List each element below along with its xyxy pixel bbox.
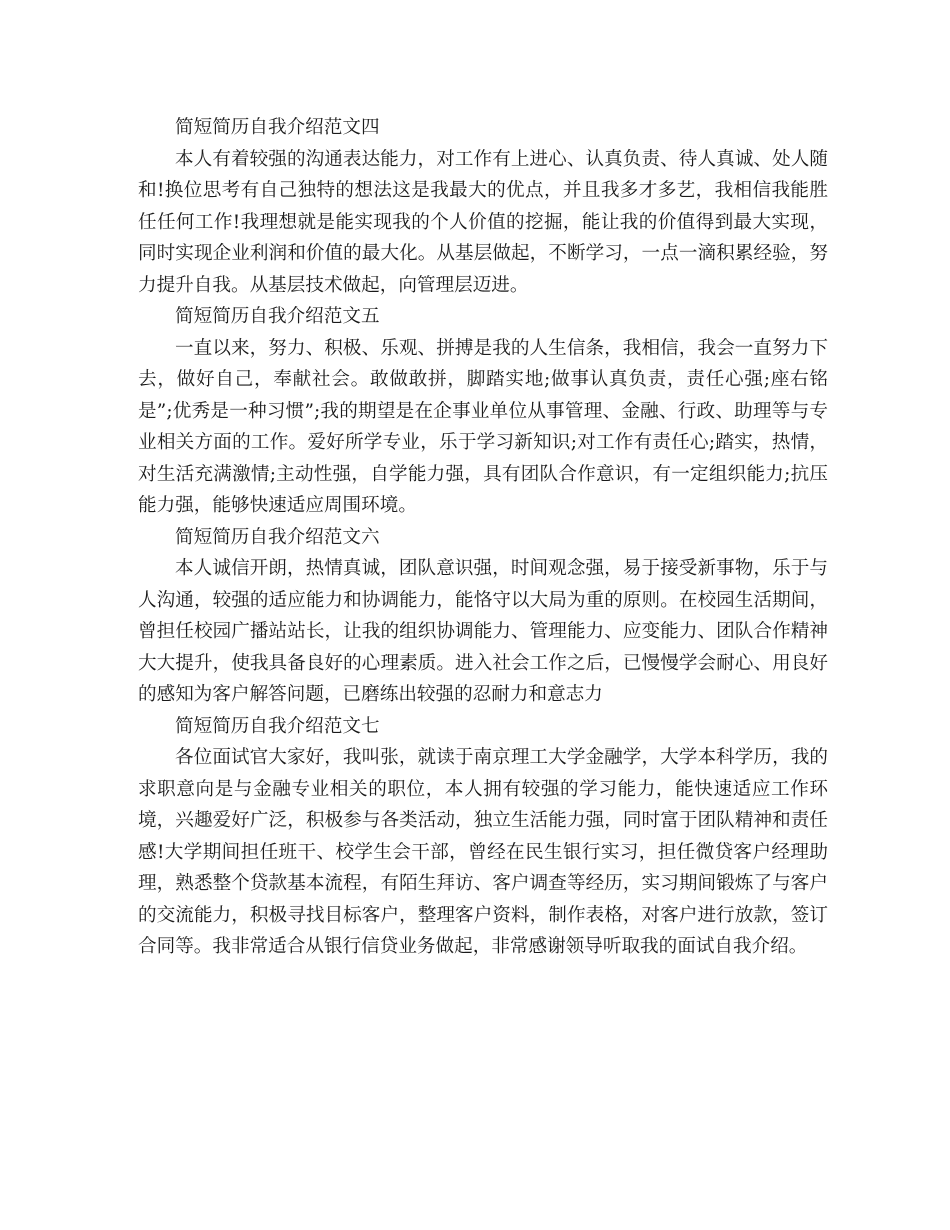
- section-heading: 简短简历自我介绍范文五: [175, 306, 380, 327]
- section-paragraph: 各位面试官大家好，我叫张，就读于南京理工大学金融学，大学本科学历，我的求职意向是与金融专业相关的职位，本人拥有较强的学习能力，能快速适应工作环境，兴趣爱好广泛，积极参与各类活动，独立生活能力强，同时富于团队精神和责任感!大学期间担任班干、校学生会干部，曾经在民生银行实习，担任微贷客户经理助理，熟悉整个贷款基本流程，有陌生拜访、客户调查等经历，实习期间锻炼了与客户的交流能力，积极寻找目标客户，整理客户资料，制作表格，对客户进行放款，签订合同等。我非常适合从银行信贷业务做起，非常感谢领导听取我的面试自我介绍。: [138, 747, 828, 957]
- section-6: [138, 522, 828, 711]
- section-5: [138, 301, 828, 522]
- section-7: [138, 711, 828, 963]
- section-heading: 简短简历自我介绍范文七: [175, 715, 380, 737]
- section-4: [138, 112, 828, 301]
- section-heading: 简短简历自我介绍范文六: [175, 526, 380, 548]
- section-paragraph: 本人诚信开朗，热情真诚，团队意识强，时间观念强，易于接受新事物，乐于与人沟通，较强的适应能力和协调能力，能恪守以大局为重的原则。在校园生活期间，曾担任校园广播站站长，让我的组织协调能力、管理能力、应变能力、团队合作精神大大提升，使我具备良好的心理素质。进入社会工作之后，已慢慢学会耐心、用良好的感知为客户解答问题，已磨练出较强的忍耐力和意志力: [138, 558, 828, 705]
- section-heading: 简短简历自我介绍范文四: [175, 117, 380, 138]
- section-paragraph: 本人有着较强的沟通表达能力，对工作有上进心、认真负责、待人真诚、处人随和!换位思考有自己独特的想法这是我最大的优点，并且我多才多艺，我相信我能胜任任何工作!我理想就是能实现我的个人价值的挖掘，能让我的价值得到最大实现，同时实现企业利润和价值的最大化。从基层做起，不断学习，一点一滴积累经验，努力提升自我。从基层技术做起，向管理层迈进。: [138, 148, 828, 296]
- section-paragraph: 一直以来，努力、积极、乐观、拼搏是我的人生信条，我相信，我会一直努力下去，做好自己，奉献社会。敢做敢拼，脚踏实地;做事认真负责，责任心强;座右铭是”;优秀是一种习惯”;我的期望是在企事业单位从事管理、金融、行政、助理等与专业相关方面的工作。爱好所学专业，乐于学习新知识;对工作有责任心;踏实，热情，对生活充满激情;主动性强，自学能力强，具有团队合作意识，有一定组织能力;抗压能力强，能够快速适应周围环境。: [138, 337, 828, 516]
- document-body: [138, 112, 828, 963]
